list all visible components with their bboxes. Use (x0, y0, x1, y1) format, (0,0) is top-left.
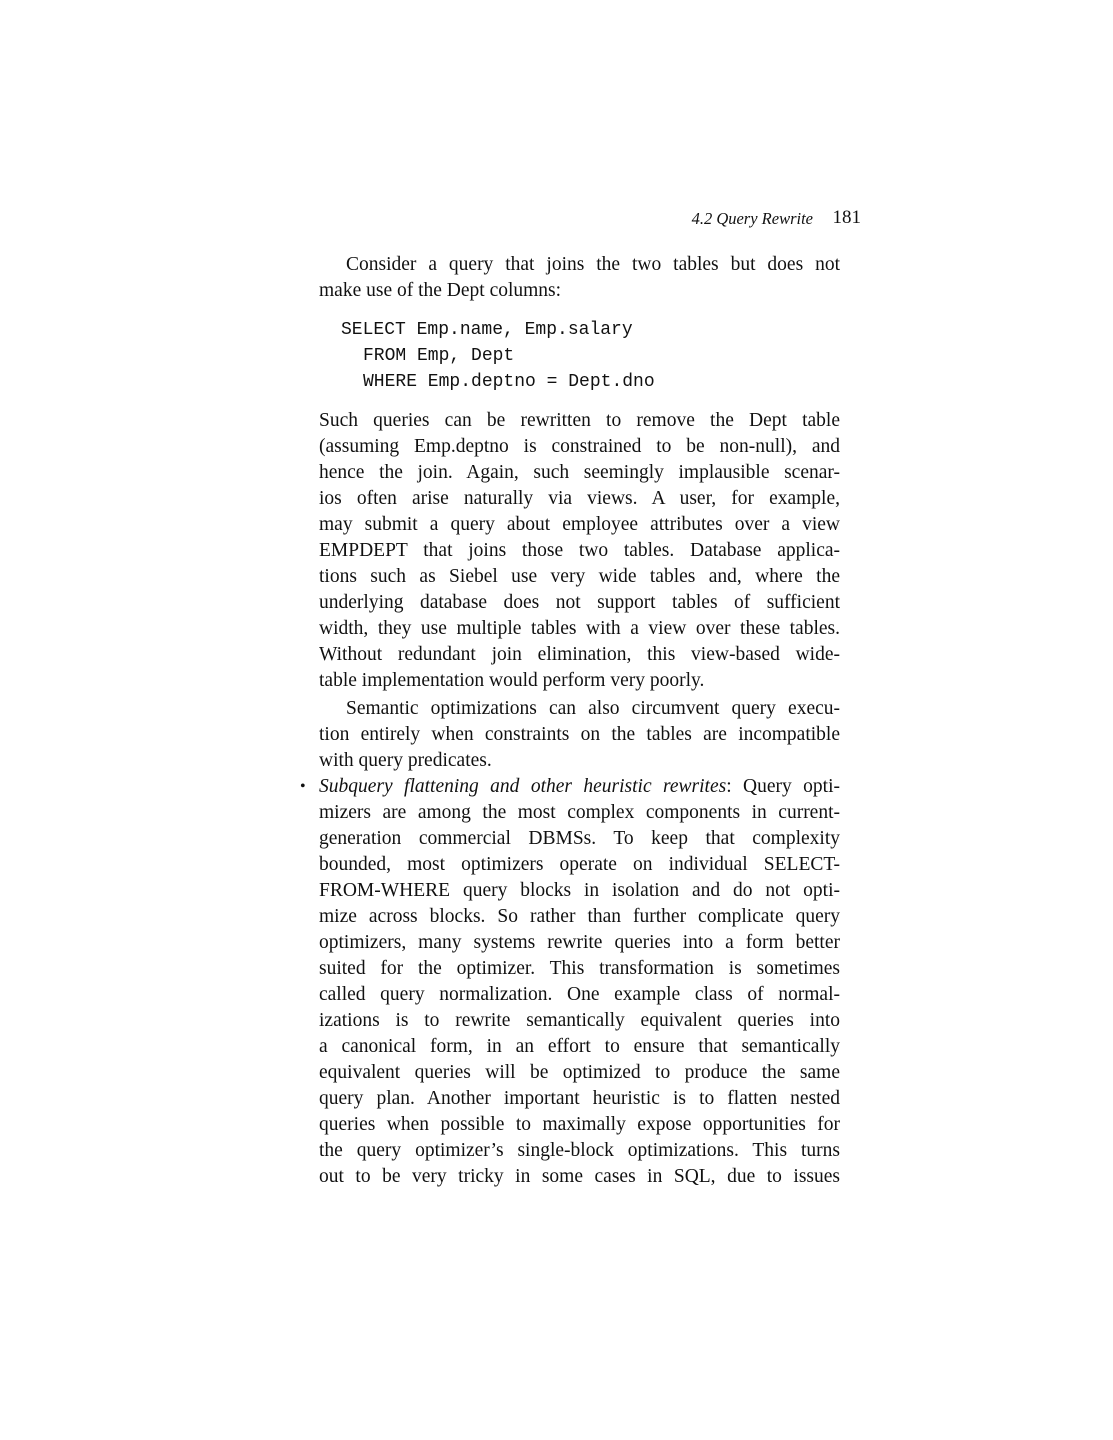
paragraph-semantic-optimizations (319, 696, 840, 774)
text-line: with query predicates. (319, 750, 492, 771)
text-line: underlying database does not support tables of sufficient (319, 592, 840, 613)
text-line: query plan. Another important heuristic is to flatten nested (319, 1088, 840, 1109)
text-line: Without redundant join elimination, this view-based wide- (319, 644, 840, 665)
text-line: out to be very tricky in some cases in SQL, due to issues (319, 1166, 840, 1187)
bullet-term: Subquery flattening and other heuristic rewrites (319, 776, 727, 797)
code-line: FROM Emp, Dept (363, 346, 515, 366)
text-line: queries when possible to maximally expose opportunities for (319, 1114, 840, 1135)
section-title: 4.2 Query Rewrite (691, 209, 813, 228)
bullet-item-subquery-flattening (319, 774, 840, 1190)
text-line: bounded, most optimizers operate on individual SELECT- (319, 854, 840, 875)
text-line: called query normalization. One example class of normal- (319, 984, 840, 1005)
code-line: SELECT Emp.name, Emp.salary (341, 320, 633, 340)
text-line: Such queries can be rewritten to remove the Dept table (319, 410, 840, 431)
text-line: hence the join. Again, such seemingly implausible scenar- (319, 462, 840, 483)
running-header (600, 207, 861, 231)
text-line: EMPDEPT that joins those two tables. Database applica- (319, 540, 840, 561)
text-line: the query optimizer’s single-block optimizations. This turns (319, 1140, 840, 1161)
text-line: mizers are among the most complex components in current- (319, 802, 840, 823)
text-line: optimizers, many systems rewrite queries into a form better (319, 932, 840, 953)
text-line: generation commercial DBMSs. To keep that complexity (319, 828, 840, 849)
text-line: a canonical form, in an effort to ensure that semantically (319, 1036, 840, 1057)
text-line: Semantic optimizations can also circumvent query execu- (346, 698, 840, 719)
sql-code-block (341, 317, 655, 395)
page-number: 181 (832, 207, 861, 228)
text-line: tion entirely when constraints on the tables are incompatible (319, 724, 840, 745)
bullet-icon: • (300, 778, 306, 795)
text-line: make use of the Dept columns: (319, 280, 562, 301)
text-line: mize across blocks. So rather than further complicate query (319, 906, 840, 927)
text-line: width, they use multiple tables with a view over these tables. (319, 618, 840, 639)
text-line: suited for the optimizer. This transformation is sometimes (319, 958, 840, 979)
text-line: tions such as Siebel use very wide tables and, where the (319, 566, 840, 587)
text-line: (assuming Emp.deptno is constrained to be non-null), and (319, 436, 840, 457)
text-line (319, 774, 840, 800)
text-line: ios often arise naturally via views. A user, for example, (319, 488, 840, 509)
text-line: FROM-WHERE query blocks in isolation and do not opti- (319, 880, 840, 901)
text-line: equivalent queries will be optimized to produce the same (319, 1062, 840, 1083)
text-line: may submit a query about employee attributes over a view (319, 514, 840, 535)
paragraph-rewrite-dept (319, 408, 840, 694)
code-line: WHERE Emp.deptno = Dept.dno (363, 372, 655, 392)
text-line: Consider a query that joins the two tables but does not (346, 254, 840, 275)
text-fragment: : Query opti- (726, 776, 840, 797)
text-line: izations is to rewrite semantically equivalent queries into (319, 1010, 840, 1031)
paragraph-consider-query (319, 252, 840, 304)
text-line: table implementation would perform very poorly. (319, 670, 705, 691)
